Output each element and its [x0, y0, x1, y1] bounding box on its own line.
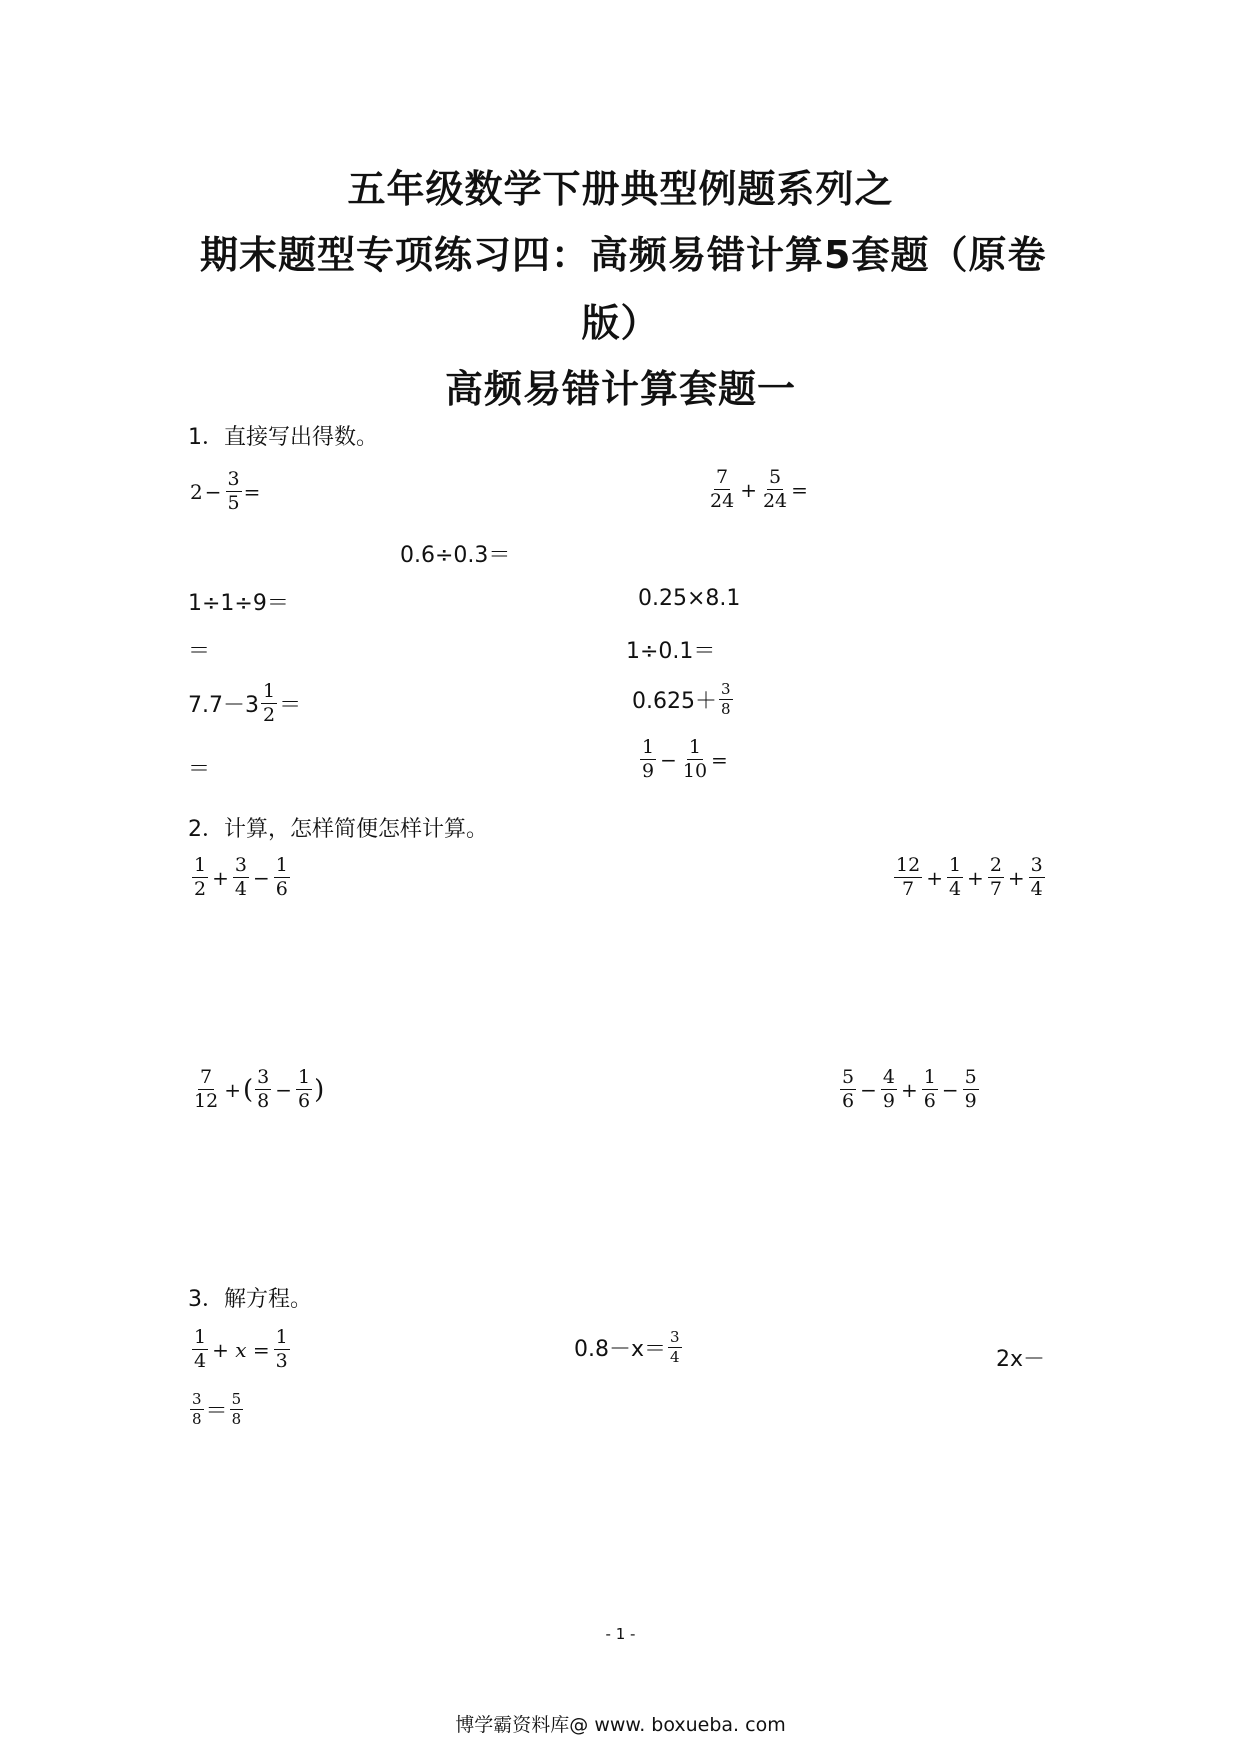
- q1-expr-9: 0.625＋ $\frac{3}{8}$: [632, 680, 731, 718]
- title-line-3: 版）: [581, 301, 660, 345]
- section-title: 高频易错计算套题一: [444, 367, 796, 411]
- q1-expr-1: 2 − $\frac{3}{5}$ =: [190, 468, 261, 514]
- q1-expr-4: 1÷1÷9＝: [188, 591, 289, 616]
- q2-expr-d: $\frac{5}{6}$ − $\frac{4}{9}$ + $\frac{1}{6}$ − $\frac{5}{9}$: [842, 1066, 977, 1112]
- q1-expr-6: ＝: [188, 639, 211, 664]
- q1-expr-8: 7.7－3 $\frac{1}{2}$ ＝: [188, 680, 302, 726]
- title-line-1: 五年级数学下册典型例题系列之: [347, 167, 894, 211]
- q3-eq-c-lead: 2x－: [996, 1347, 1046, 1372]
- q1-expr-11: $\frac{1}{9}$ − $\frac{1}{10}$ =: [642, 736, 728, 782]
- q2-heading: 2．计算，怎样简便怎样计算。: [188, 817, 488, 842]
- q1-expr-10: ＝: [188, 757, 211, 782]
- q1-expr-5: 0.25×8.1: [638, 586, 741, 611]
- q3-eq-a: $\frac{1}{4}$ + x = $\frac{1}{3}$: [194, 1326, 288, 1372]
- q2-expr-a: $\frac{1}{2}$ + $\frac{3}{4}$ − $\frac{1}{6}$: [194, 854, 288, 900]
- q1-heading: 1．直接写出得数。: [188, 425, 378, 450]
- page-number: - 1 -: [605, 1625, 636, 1643]
- q1-expr-7: 1÷0.1＝: [626, 639, 716, 664]
- footer-watermark: 博学霸资料库@ www. boxueba. com: [455, 1714, 786, 1736]
- q3-eq-c-continued: $\frac{3}{8}$ ＝ $\frac{5}{8}$: [192, 1390, 242, 1428]
- title-line-2: 期末题型专项练习四：高频易错计算5套题（原卷: [200, 233, 1047, 277]
- q3-heading: 3．解方程。: [188, 1287, 312, 1312]
- q3-eq-b: 0.8－x＝ $\frac{3}{4}$: [574, 1328, 680, 1366]
- q1-expr-2: $\frac{7}{24}$ + $\frac{5}{24}$ =: [710, 466, 808, 512]
- q1-expr-3: 0.6÷0.3＝: [400, 543, 511, 568]
- q2-expr-b: $\frac{12}{7}$ + $\frac{1}{4}$ + $\frac{2}{7}$ + $\frac{3}{4}$: [896, 854, 1043, 900]
- q2-expr-c: $\frac{7}{12}$ + ( $\frac{3}{8}$ − $\frac{1}{6}$ ): [194, 1066, 325, 1112]
